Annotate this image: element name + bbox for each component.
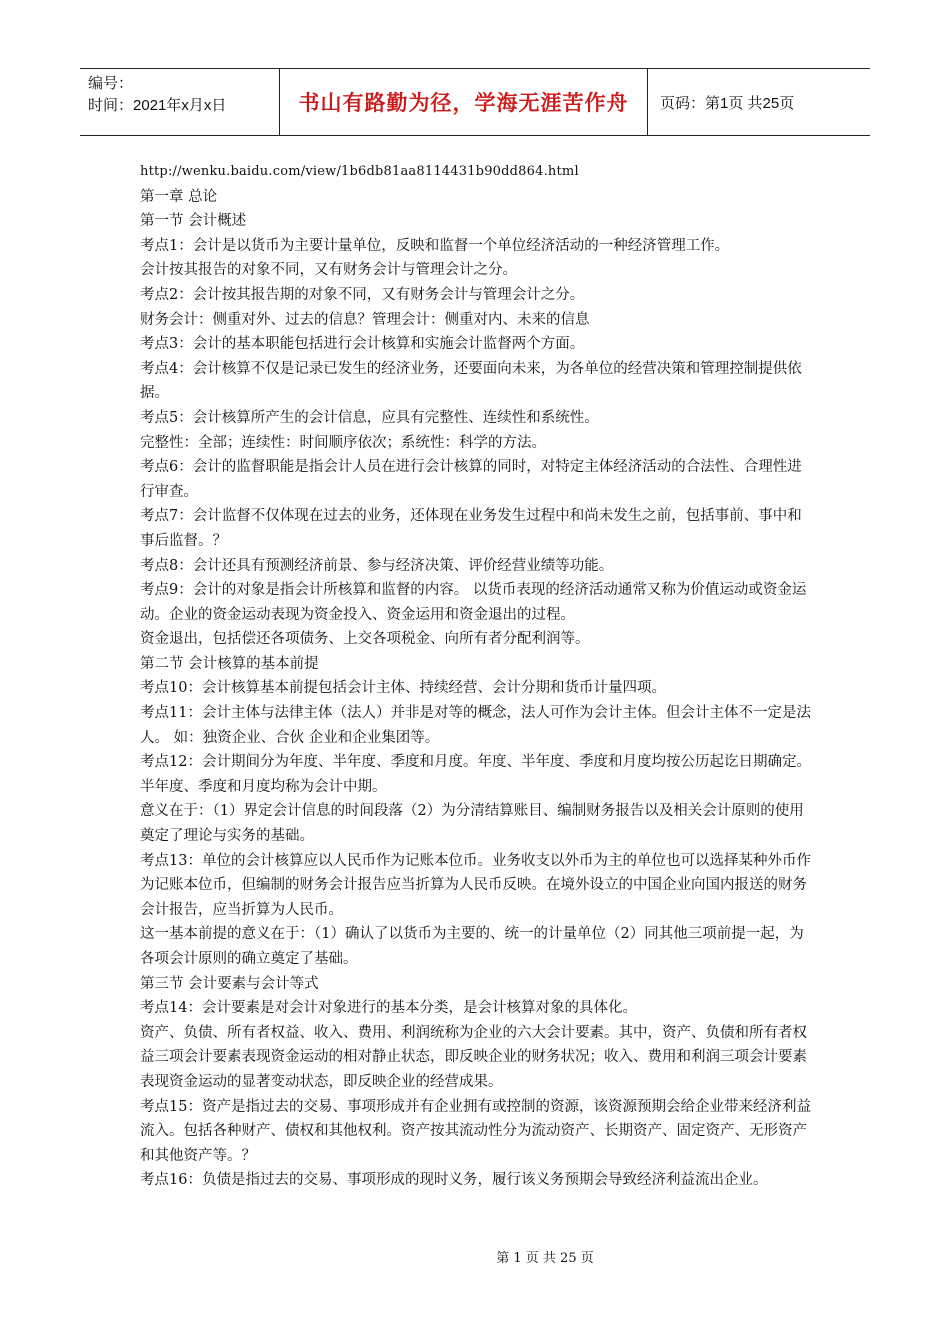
- header-meta-cell: [80, 69, 280, 135]
- body-paragraph: 考点4：会计核算不仅是记录已发生的经济业务，还要面向未来，为各单位的经营决策和管理控制提供依据。: [140, 360, 802, 402]
- body-paragraph: 考点11：会计主体与法律主体（法人）并非是对等的概念，法人可作为会计主体。但会计主体不一定是法人。 如：独资企业、合伙 企业和企业集团等。: [140, 705, 811, 746]
- motto-text: 书山有路勤为径，学海无涯苦作舟: [298, 91, 629, 115]
- body-paragraph: 考点10：会计核算基本前提包括会计主体、持续经营、会计分期和货币计量四项。: [140, 680, 666, 697]
- body-paragraph: 考点14：会计要素是对会计对象进行的基本分类，是会计核算对象的具体化。: [140, 1000, 637, 1017]
- body-paragraph: 考点1：会计是以货币为主要计量单位，反映和监督一个单位经济活动的一种经济管理工作。: [140, 237, 730, 254]
- page-footer: 第 1 页 共 25 页: [496, 1251, 594, 1266]
- body-paragraph: 完整性：全部；连续性：时间顺序依次；系统性：科学的方法。: [140, 434, 546, 451]
- body-paragraph: 第三节 会计要素与会计等式: [140, 975, 319, 992]
- source-url: http://wenku.baidu.com/view/1b6db81aa8114431b90dd864.html: [140, 164, 579, 179]
- body-paragraph: 考点12：会计期间分为年度、半年度、季度和月度。年度、半年度、季度和月度均按公历起讫日期确定。半年度、季度和月度均称为会计中期。: [140, 754, 811, 795]
- body-paragraph: 考点5：会计核算所产生的会计信息，应具有完整性、连续性和系统性。: [140, 409, 599, 426]
- body-paragraph: 财务会计：侧重对外、过去的信息？管理会计：侧重对内、未来的信息: [140, 311, 590, 328]
- body-paragraph: 考点9：会计的对象是指会计所核算和监督的内容。 以货币表现的经济活动通常又称为价值运动或资金运动。企业的资金运动表现为资金投入、资金运用和资金退出的过程。: [140, 582, 807, 623]
- body-paragraph: 考点3：会计的基本职能包括进行会计核算和实施会计监督两个方面。: [140, 336, 585, 353]
- document-date-label: 时间：2021年x月x日: [88, 97, 227, 114]
- body-paragraph: 第一节 会计概述: [140, 213, 247, 230]
- body-paragraph: 考点7：会计监督不仅体现在过去的业务，还体现在业务发生过程中和尚未发生之前，包括事前、事中和事后监督。？: [140, 508, 802, 549]
- body-paragraph: 考点15：资产是指过去的交易、事项形成并有企业拥有或控制的资源，该资源预期会给企业带来经济利益流入。包括各种财产、债权和其他权利。资产按其流动性分为流动资产、长期资产、固定资产、无形资产和其他资产等。？: [140, 1098, 811, 1164]
- body-paragraph: 考点8：会计还具有预测经济前景、参与经济决策、评价经营业绩等功能。: [140, 557, 614, 574]
- header-table: [80, 68, 870, 136]
- body-lines: [140, 185, 816, 1193]
- body-paragraph: 这一基本前提的意义在于：（1）确认了以货币为主要的、统一的计量单位（2）同其他三项前提一起，为各项会计原则的确立奠定了基础。: [140, 926, 804, 967]
- header-motto-cell: [280, 69, 648, 135]
- body-paragraph: 考点13：单位的会计核算应以人民币作为记账本位币。业务收支以外币为主的单位也可以选择某种外币作为记账本位币，但编制的财务会计报告应当折算为人民币反映。在境外设立的中国企业向国内报送的财务会计报告，应当折算为人民币。: [140, 852, 811, 918]
- document-number-label: 编号：: [88, 75, 134, 92]
- body-paragraph: 考点16：负债是指过去的交易、事项形成的现时义务，履行该义务预期会导致经济利益流出企业。: [140, 1172, 768, 1189]
- body-paragraph: 第二节 会计核算的基本前提: [140, 655, 319, 672]
- document-body: [140, 160, 816, 1193]
- page-number-label: 页码：第1页 共25页: [660, 94, 795, 112]
- body-paragraph: 资金退出，包括偿还各项债务、上交各项税金、向所有者分配利润等。: [140, 631, 590, 648]
- body-paragraph: 意义在于：（1）界定会计信息的时间段落（2）为分清结算账目、编制财务报告以及相关会计原则的使用奠定了理论与实务的基础。: [140, 803, 804, 845]
- body-paragraph: 会计按其报告的对象不同，又有财务会计与管理会计之分。: [140, 262, 517, 279]
- header-page-cell: [648, 69, 870, 135]
- body-paragraph: 考点6：会计的监督职能是指会计人员在进行会计核算的同时，对特定主体经济活动的合法性、合理性进行审查。: [140, 459, 802, 500]
- body-paragraph: 资产、负债、所有者权益、收入、费用、利润统称为企业的六大会计要素。其中，资产、负债和所有者权益三项会计要素表现资金运动的相对静止状态，即反映企业的财务状况；收入、费用和利润三项会计要素表现资金运动的显著变动状态，即反映企业的经营成果。: [140, 1024, 807, 1090]
- body-paragraph: 考点2：会计按其报告期的对象不同，又有财务会计与管理会计之分。: [140, 286, 585, 303]
- body-paragraph: 第一章 总论: [140, 188, 218, 205]
